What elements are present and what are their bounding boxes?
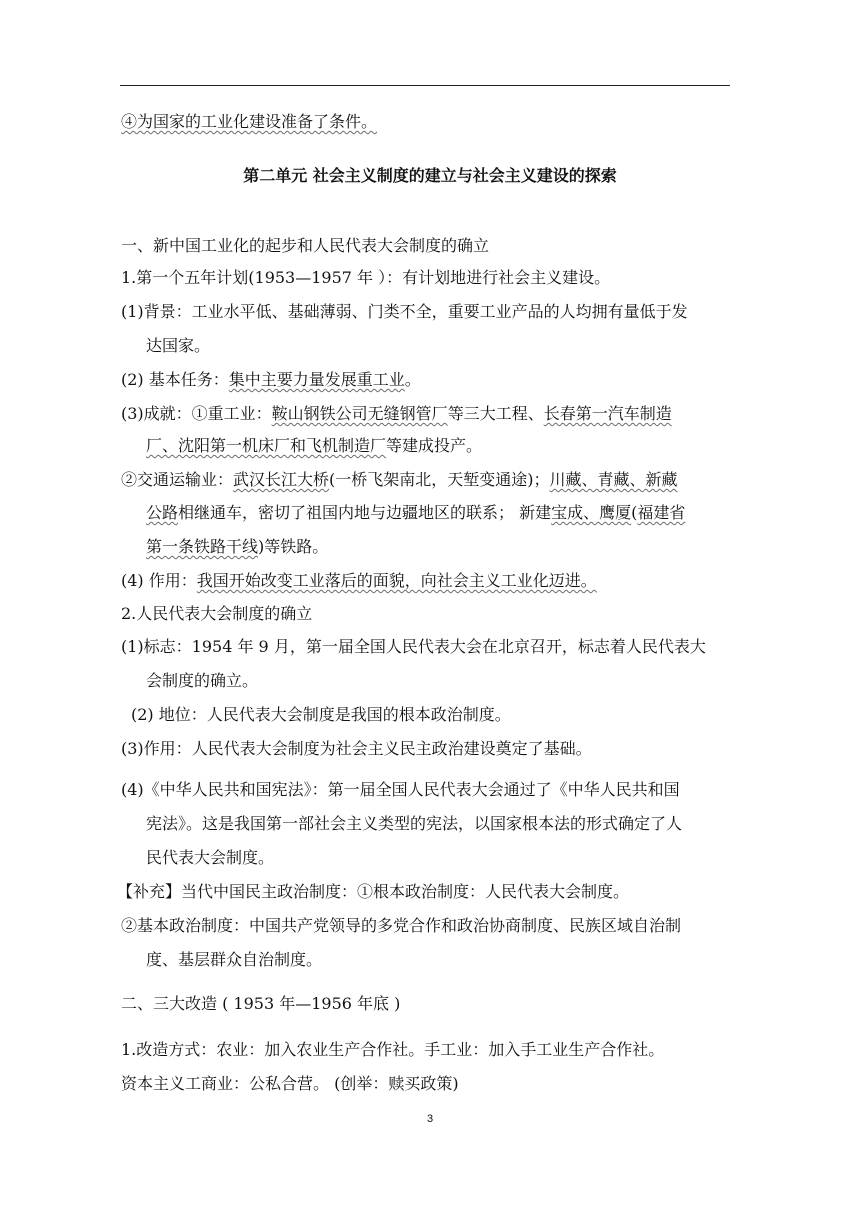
achievement-transport-2: 公路相继通车，密切了祖国内地与边疆地区的联系； 新建宝成、鹰厦(福建省 — [146, 503, 686, 522]
npc-title: 2.人民代表大会制度的确立 — [121, 604, 313, 623]
section1-heading: 一、新中国工业化的起步和人民代表大会制度的确立 — [121, 236, 490, 255]
plan-effect: (4) 作用：我国开始改变工业落后的面貌，向社会主义工业化迈进。 — [121, 571, 597, 590]
npc-status: (2) 地位：人民代表大会制度是我国的根本政治制度。 — [131, 705, 511, 724]
npc-role: (3)作用：人民代表大会制度为社会主义民主政治建设奠定了基础。 — [121, 739, 592, 758]
achievement-heavy-2: 厂、沈阳第一机床厂和飞机制造厂等建成投产。 — [146, 436, 483, 455]
supplement-3: 度、基层群众自治制度。 — [146, 950, 323, 969]
background-line-2: 达国家。 — [146, 336, 211, 355]
achievement-transport-1: ②交通运输业：武汉长江大桥(一桥飞架南北，天堑变通途)；川藏、青藏、新藏 — [121, 470, 678, 489]
constitution-1: (4)《中华人民共和国宪法》：第一届全国人民代表大会通过了《中华人民共和国 — [121, 780, 680, 799]
achievement-heavy-1: (3)成就：①重工业：鞍山钢铁公司无缝钢管厂等三大工程、长春第一汽车制造 — [121, 404, 672, 423]
prev-item: ④为国家的工业化建设准备了条件。 — [121, 112, 378, 131]
header-rule — [120, 85, 730, 86]
supplement-2: ②基本政治制度：中国共产党领导的多党合作和政治协商制度、民族区域自治制 — [121, 916, 682, 935]
constitution-2: 宪法》。这是我国第一部社会主义类型的宪法，以国家根本法的形式确定了人 — [146, 814, 683, 833]
section2-heading: 二、三大改造 ( 1953 年—1956 年底 ) — [121, 994, 401, 1013]
page-number: 3 — [426, 1113, 434, 1125]
plan-title: 1.第一个五年计划(1953—1957 年 ）：有计划地进行社会主义建设。 — [121, 268, 611, 287]
npc-mark-1: (1)标志：1954 年 9 月，第一届全国人民代表大会在北京召开，标志着人民代表大 — [121, 637, 706, 656]
background-line-1: (1)背景：工业水平低、基础薄弱、门类不全，重要工业产品的人均拥有量低于发 — [121, 302, 688, 321]
constitution-3: 民代表大会制度。 — [146, 848, 275, 867]
unit-title: 第二单元 社会主义制度的建立与社会主义建设的探索 — [243, 166, 617, 185]
basic-task: (2) 基本任务：集中主要力量发展重工业。 — [121, 370, 421, 389]
reform-way-2: 资本主义工商业：公私合营。 (创举：赎买政策) — [121, 1074, 459, 1093]
achievement-transport-3: 第一条铁路干线)等铁路。 — [146, 537, 329, 556]
reform-way-1: 1.改造方式：农业：加入农业生产合作社。手工业：加入手工业生产合作社。 — [121, 1040, 665, 1059]
supplement-1: 【补充】当代中国民主政治制度：①根本政治制度：人民代表大会制度。 — [117, 882, 630, 901]
npc-mark-2: 会制度的确立。 — [146, 671, 259, 690]
